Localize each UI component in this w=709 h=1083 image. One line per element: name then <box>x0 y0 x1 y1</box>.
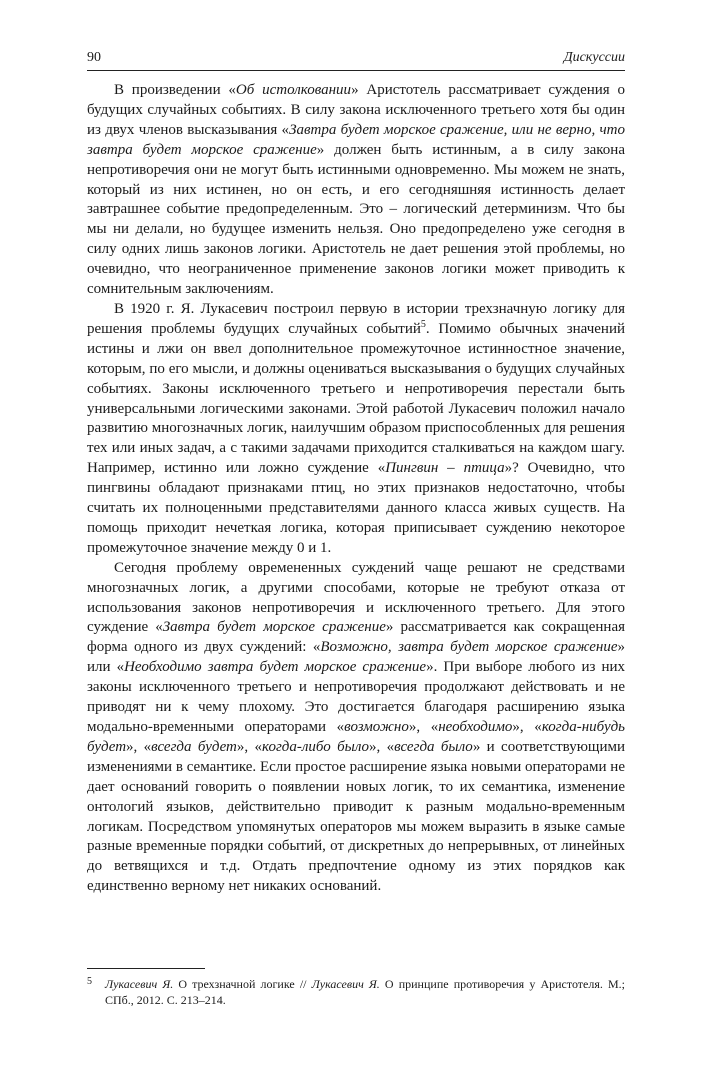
italic-text: необходимо <box>438 719 513 735</box>
text-run: О принципе противоречия у Аристотеля. М.; СПб., 2012. С. 213–214. <box>105 977 625 1007</box>
italic-text: Об истолковании <box>235 82 352 98</box>
italic-text: всегда будет <box>151 738 237 755</box>
italic-text: Пингвин – птица <box>385 460 505 477</box>
journal-page <box>87 50 626 1007</box>
italic-text: Завтра будет морское сражение <box>162 619 386 636</box>
footnote-number: 5 <box>87 976 92 987</box>
text-run: В произведении « <box>114 82 236 98</box>
page-number: 90 <box>87 50 101 65</box>
text-run: » рассматривается как сокращенная форма одного из двух суждений: « <box>87 619 625 656</box>
footnote-divider <box>87 968 205 969</box>
footnote-text <box>105 977 625 1007</box>
running-header <box>87 50 625 71</box>
text-run: », « <box>408 719 439 735</box>
paragraph <box>87 559 625 897</box>
paragraph <box>87 300 625 559</box>
italic-text: Необходимо завтра будет морское сражение <box>124 659 427 676</box>
text-run: », « <box>512 719 542 735</box>
italic-text: Завтра будет морское сражение, или не верно, что завтра будет морское сражение <box>87 121 625 158</box>
text-run: » должен быть истинным, а в силу закона непротиворечия они не могут быть истинными одновременно. Мы можем не знать, который из них истинен, но он есть, и его сегодняшняя истинность делает завтрашнее событие предопределенным. Это – логический детерминизм. Что бы мы ни делали, но будущее изменить нельзя. Оно предопределено уже сегодня в силу одних лишь законов логики. Аристотель не дает решения этой проблемы, но очевидно, что неограниченное применение законов логики может приводить к сомнительным заключениям. <box>87 141 625 298</box>
text-run: » Аристотель рассматривает суждения о будущих случайных событиях. В силу закона исключенного третьего хотя бы один из двух членов высказывания « <box>87 82 625 138</box>
italic-text: Лукасевич Я. <box>311 977 380 991</box>
paragraph <box>87 81 625 300</box>
italic-text: когда-либо было <box>262 738 370 755</box>
text-run: . Помимо обычных значений истины и лжи он ввел дополнительное промежуточное истинностное значение, которым, по его мысли, и должны оцениваться высказывания о будущих случайных событиях. Законы исключенного третьего и непротиворечия перестали быть универсальными логическими законами. Этой работой Лукасевич положил начало развитию многозначных логик, наилучшим образом приспособленных для решения тех или иных задач, а с такими задачами приходится сталкиваться на каждом шагу. Например, истинно или ложно суждение « <box>87 320 625 477</box>
italic-text: Возможно, завтра будет морское сражение <box>320 639 618 656</box>
text-run: Сегодня проблему овремененных суждений чаще решают не средствами многозначных логик, а другими способами, которые не требуют отказа от использования законов непротиворечия и исключенного третьего. Для этого суждение « <box>87 559 625 636</box>
text-run: », « <box>369 738 395 755</box>
footnote-ref: 5 <box>420 318 426 330</box>
italic-text: Лукасевич Я. <box>105 977 174 991</box>
article-body <box>87 81 625 897</box>
footnote <box>87 976 625 1008</box>
text-run: »? Очевидно, что пингвины обладают признаками птиц, но этих признаков недостаточно, чтобы считать их полноценными представителями данного класса живых существ. На помощь приходит нечеткая логика, которая приписывает суждению некоторое промежуточное значение между 0 и 1. <box>87 460 625 556</box>
text-run: В 1920 г. Я. Лукасевич построил первую в истории трехзначную логику для решения проблемы будущих случайных событий <box>87 300 625 337</box>
text-run: » и соответствующими изменениями в семантике. Если простое расширение языка новыми операторами не дает оснований говорить о появлении новых логик, то их семантика, изменение онтологий языков, действительно приводит к разным модально-временным логикам. Посредством упомянутых операторов мы можем выразить в языке самые разные временные порядки событий, от дискретных до непрерывных, от линейных до ветвящихся и т.д. Отдать предпочтение одному из этих порядков как единственно верному нет никаких оснований. <box>87 738 626 895</box>
text-run: », « <box>126 738 152 755</box>
text-run: ». При выборе любого из них законы исключенного третьего и непротиворечия продолжают действовать и не приводят ни к чему плохому. Это достигается благодаря расширению языка модально-временными операторами « <box>87 659 625 735</box>
italic-text: возможно <box>344 719 409 735</box>
italic-text: когда-нибудь будет <box>87 719 626 755</box>
text-run: », « <box>236 738 262 755</box>
section-title: Дискуссии <box>563 50 625 65</box>
text-run: » или « <box>87 639 625 676</box>
italic-text: всегда было <box>394 738 473 755</box>
text-run: О трехзначной логике // <box>173 977 312 991</box>
